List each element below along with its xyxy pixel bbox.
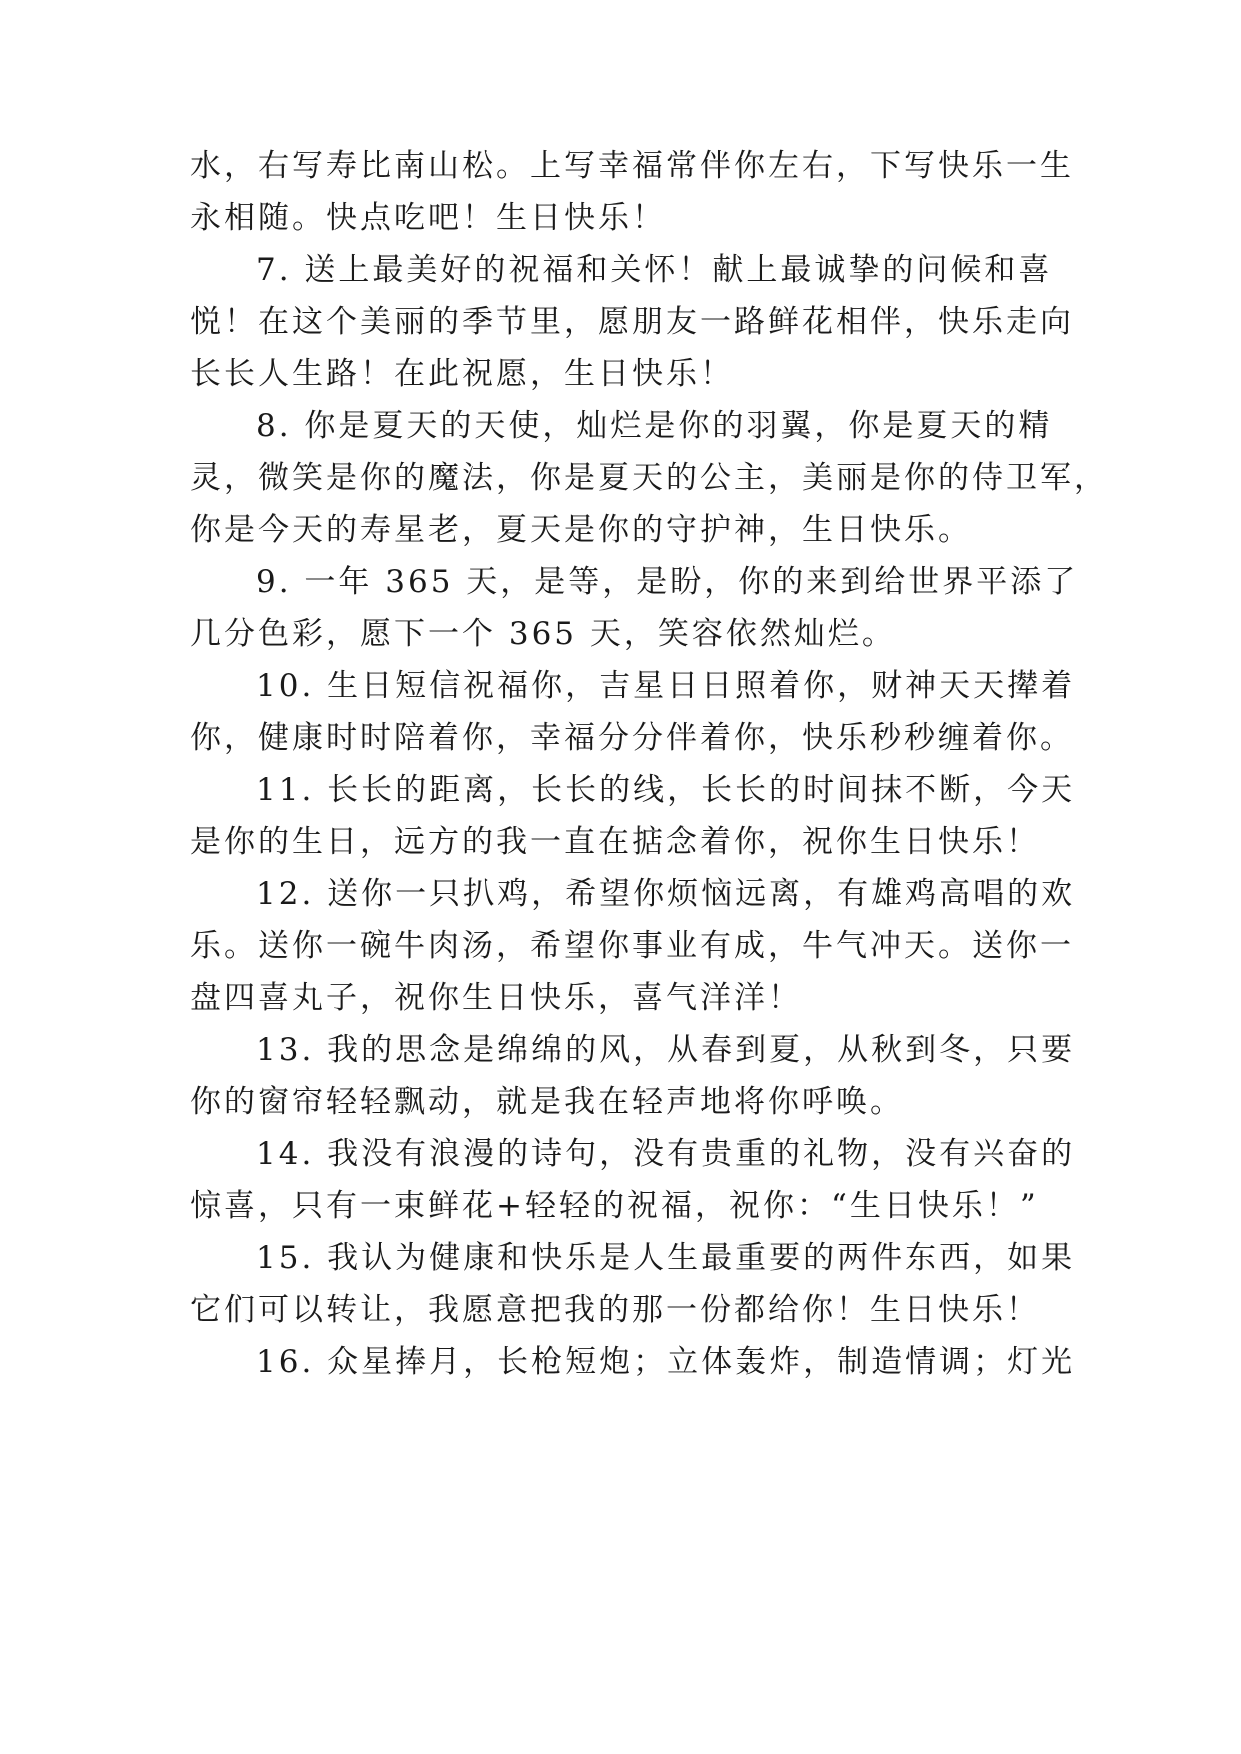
text-line: 9. 一年 365 天，是等，是盼，你的来到给世界平添了 bbox=[256, 564, 1079, 600]
text-line: 你，健康时时陪着你，幸福分分伴着你，快乐秒秒缠着你。 bbox=[190, 720, 1074, 756]
text-line: 长长人生路！在此祝愿，生日快乐！ bbox=[190, 356, 734, 392]
text-line: 几分色彩，愿下一个 365 天，笑容依然灿烂。 bbox=[190, 616, 896, 652]
text-line: 7. 送上最美好的祝福和关怀！献上最诚挚的问候和喜 bbox=[256, 252, 1053, 288]
text-line: 你是今天的寿星老，夏天是你的守护神，生日快乐。 bbox=[190, 512, 972, 548]
text-line: 盘四喜丸子，祝你生日快乐，喜气洋洋！ bbox=[190, 980, 802, 1016]
text-line: 水，右写寿比南山松。上写幸福常伴你左右，下写快乐一生 bbox=[190, 148, 1074, 184]
text-line: 11. 长长的距离，长长的线，长长的时间抹不断，今天 bbox=[256, 772, 1076, 808]
text-line: 它们可以转让，我愿意把我的那一份都给你！生日快乐！ bbox=[190, 1292, 1040, 1328]
text-line: 10. 生日短信祝福你，吉星日日照着你，财神天天撵着 bbox=[256, 668, 1076, 704]
text-line: 乐。送你一碗牛肉汤，希望你事业有成，牛气冲天。送你一 bbox=[190, 928, 1074, 964]
text-line: 15. 我认为健康和快乐是人生最重要的两件东西，如果 bbox=[256, 1240, 1076, 1276]
text-line: 16. 众星捧月，长枪短炮；立体轰炸，制造情调；灯光 bbox=[256, 1344, 1076, 1380]
text-line: 你的窗帘轻轻飘动，就是我在轻声地将你呼唤。 bbox=[190, 1084, 904, 1120]
text-line: 悦！在这个美丽的季节里，愿朋友一路鲜花相伴，快乐走向 bbox=[190, 304, 1074, 340]
text-line: 惊喜，只有一束鲜花+轻轻的祝福，祝你：“生日快乐！” bbox=[190, 1188, 1039, 1224]
text-line: 是你的生日，远方的我一直在掂念着你，祝你生日快乐！ bbox=[190, 824, 1040, 860]
text-line: 12. 送你一只扒鸡，希望你烦恼远离，有雄鸡高唱的欢 bbox=[256, 876, 1076, 912]
text-line: 永相随。快点吃吧！生日快乐！ bbox=[190, 200, 666, 236]
text-line: 14. 我没有浪漫的诗句，没有贵重的礼物，没有兴奋的 bbox=[256, 1136, 1076, 1172]
text-line: 灵，微笑是你的魔法，你是夏天的公主，美丽是你的侍卫军， bbox=[190, 460, 1108, 496]
text-line: 13. 我的思念是绵绵的风，从春到夏，从秋到冬，只要 bbox=[256, 1032, 1076, 1068]
text-line: 8. 你是夏天的天使，灿烂是你的羽翼，你是夏天的精 bbox=[256, 408, 1053, 444]
